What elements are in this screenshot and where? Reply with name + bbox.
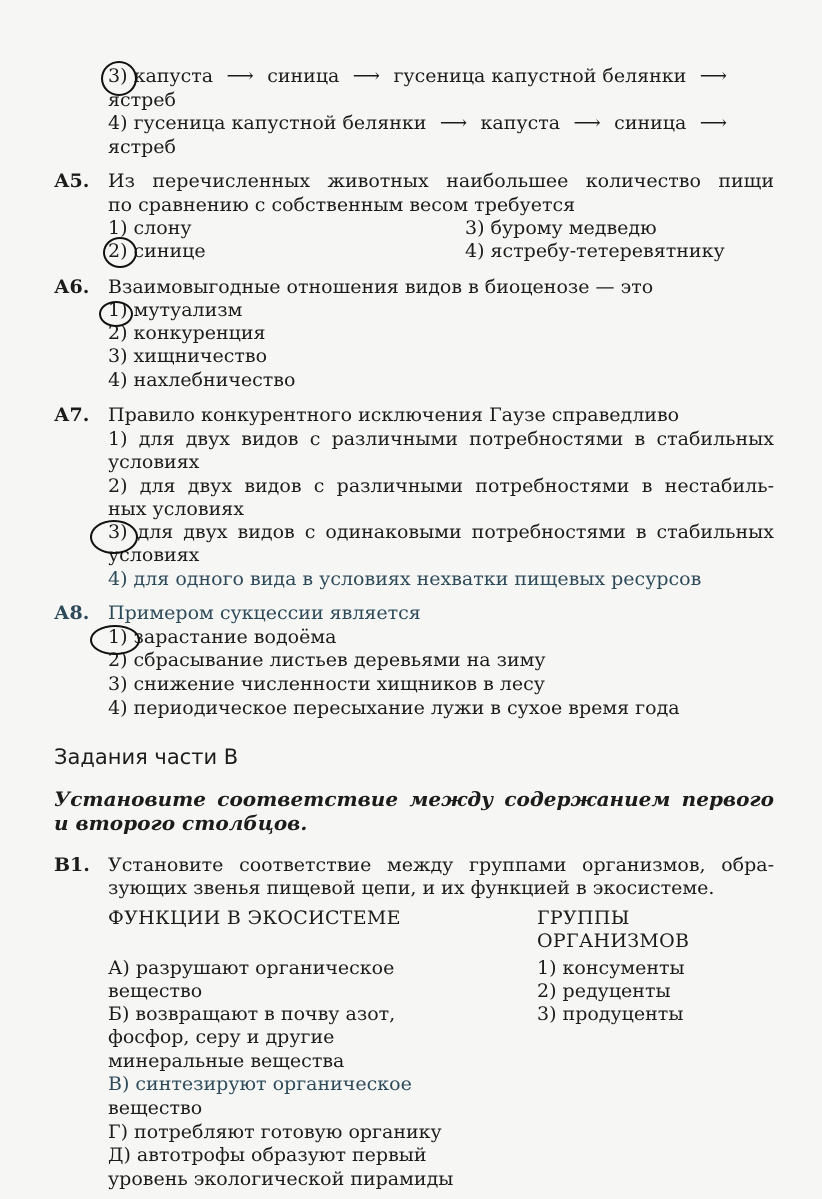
function-item-b-cont: фосфор, серу и другие xyxy=(108,1026,335,1048)
arrow-right-icon: ⟶ xyxy=(699,65,728,87)
arrow-right-icon: ⟶ xyxy=(439,112,468,134)
answer-circle-mark xyxy=(101,61,137,96)
function-item-b-cont: минеральные вещества xyxy=(108,1050,345,1072)
function-item-v: В) синтезируют органическое xyxy=(108,1073,412,1095)
question-text-a6: Взаимовыгодные отношения видов в биоценозе — это xyxy=(108,276,654,298)
option-a6-3: 3) хищничество xyxy=(108,345,268,367)
option-a5-3: 3) бурому медведю xyxy=(465,217,657,239)
option-a7-2-cont: ных условиях xyxy=(108,498,244,520)
question-text-a7: Правило конкурентного исключения Гаузе справедливо xyxy=(108,404,680,426)
question-number-a6: А6. xyxy=(54,276,90,298)
instruction-text: Установите соответствие между содержанием первого xyxy=(54,787,774,811)
column-header-groups: ГРУППЫ xyxy=(537,907,630,929)
option-a6-4: 4) нахлебничество xyxy=(108,369,296,391)
question-number-a8: А8. xyxy=(54,602,90,624)
instruction-text-cont: и второго столбцов. xyxy=(54,811,308,835)
function-item-d: Д) автотрофы образуют первый xyxy=(108,1144,427,1166)
answer-circle-mark xyxy=(103,237,137,268)
function-item-g: Г) потребляют готовую органику xyxy=(108,1121,442,1143)
arrow-right-icon: ⟶ xyxy=(352,65,381,87)
chain-item-wrap: ястреб xyxy=(108,89,176,111)
chain-item-wrap: ястреб xyxy=(108,136,176,158)
arrow-right-icon: ⟶ xyxy=(699,112,728,134)
chain-item: синица xyxy=(614,112,687,134)
chain-item: гусеница капустной белянки xyxy=(393,65,687,87)
food-chain-option-3 xyxy=(108,64,734,88)
option-a5-1: 1) слону xyxy=(108,217,192,239)
option-a7-3: 3) для двух видов с одинаковыми потребностями в стабильных xyxy=(108,521,774,543)
column-header-functions: ФУНКЦИИ В ЭКОСИСТЕМЕ xyxy=(108,907,401,929)
option-a6-1: 1) мутуализм xyxy=(108,299,243,321)
group-item-1: 1) консументы xyxy=(537,957,685,979)
food-chain-option-4 xyxy=(108,111,734,135)
chain-item: гусеница капустной белянки xyxy=(133,112,427,134)
group-item-3: 3) продуценты xyxy=(537,1003,684,1025)
column-header-groups-cont: ОРГАНИЗМОВ xyxy=(537,930,690,952)
function-item-a: А) разрушают органическое xyxy=(108,957,395,979)
question-number-a7: А7. xyxy=(54,404,90,426)
function-item-a-cont: вещество xyxy=(108,980,203,1002)
option-a8-4: 4) периодическое пересыхание лужи в сухое время года xyxy=(108,697,680,719)
option-number: 4) xyxy=(108,112,128,134)
option-number: 3) xyxy=(108,65,128,87)
chain-item: синица xyxy=(267,65,340,87)
arrow-right-icon: ⟶ xyxy=(226,65,254,87)
option-a5-4: 4) ястребу-тетеревятнику xyxy=(465,240,725,262)
option-a6-2: 2) конкуренция xyxy=(108,322,266,344)
question-text-a8: Примером сукцессии является xyxy=(108,602,421,624)
option-a7-2: 2) для двух видов с различными потребностями в нестабиль- xyxy=(108,475,774,497)
option-a8-2: 2) сбрасывание листьев деревьями на зиму xyxy=(108,649,546,671)
chain-item: капуста xyxy=(480,112,561,134)
option-a5-2: 2) синице xyxy=(108,240,206,262)
option-a7-1: 1) для двух видов с различными потребностями в стабильных xyxy=(108,428,774,450)
question-number-b1: В1. xyxy=(54,854,90,876)
question-text-b1: Установите соответствие между группами организмов, обра- xyxy=(108,854,774,876)
function-item-v-cont: вещество xyxy=(108,1097,203,1119)
chain-item: капуста xyxy=(133,65,214,87)
option-a7-1-cont: условиях xyxy=(108,451,200,473)
answer-circle-mark xyxy=(90,625,140,655)
option-a8-3: 3) снижение численности хищников в лесу xyxy=(108,673,545,695)
function-item-b: Б) возвращают в почву азот, xyxy=(108,1003,396,1025)
question-text-a5: Из перечисленных животных наибольшее количество пищи xyxy=(108,170,774,192)
answer-circle-mark xyxy=(99,301,133,327)
question-number-a5: А5. xyxy=(54,170,90,192)
arrow-right-icon: ⟶ xyxy=(573,112,601,134)
option-a7-4: 4) для одного вида в условиях нехватки пищевых ресурсов xyxy=(108,568,702,590)
option-a8-1: 1) зарастание водоёма xyxy=(108,626,337,648)
group-item-2: 2) редуценты xyxy=(537,980,671,1002)
question-text-a5-cont: по сравнению с собственным весом требуется xyxy=(108,194,576,216)
question-text-b1-cont: зующих звенья пищевой цепи, и их функцией в экосистеме. xyxy=(108,877,715,899)
option-a7-3-cont: условиях xyxy=(108,544,200,566)
answer-circle-mark xyxy=(90,520,138,554)
function-item-d-cont: уровень экологической пирамиды xyxy=(108,1168,454,1190)
section-heading: Задания части В xyxy=(54,745,239,769)
